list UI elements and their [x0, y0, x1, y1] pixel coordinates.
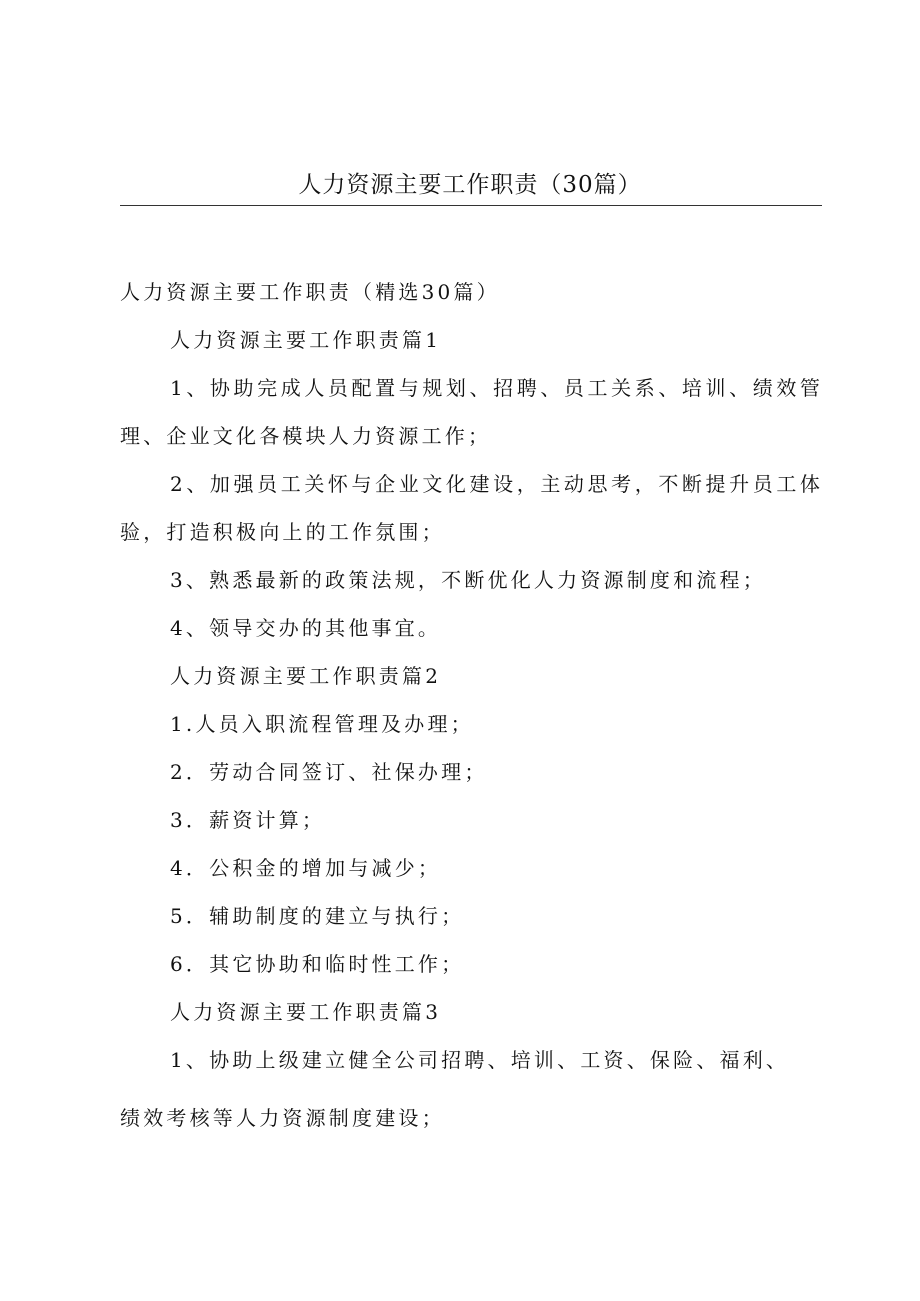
section-heading-3: 人力资源主要工作职责篇3 — [170, 1000, 442, 1024]
paragraph-line: 1、协助上级建立健全公司招聘、培训、工资、保险、福利、 — [170, 1048, 790, 1072]
paragraph-line: 验，打造积极向上的工作氛围； — [120, 520, 445, 544]
paragraph-line: 3、熟悉最新的政策法规，不断优化人力资源制度和流程； — [170, 568, 766, 592]
section-heading-1: 人力资源主要工作职责篇1 — [170, 328, 442, 352]
paragraph-line: 2、加强员工关怀与企业文化建设，主动思考，不断提升员工体 — [170, 472, 824, 496]
title-underline — [120, 205, 822, 206]
list-item: 1.人员入职流程管理及办理； — [170, 712, 474, 736]
paragraph-line: 1、协助完成人员配置与规划、招聘、员工关系、培训、绩效管 — [170, 376, 824, 400]
list-item: 3．薪资计算； — [170, 808, 326, 832]
list-item: 2．劳动合同签订、社保办理； — [170, 760, 488, 784]
section-heading-2: 人力资源主要工作职责篇2 — [170, 664, 442, 688]
document-subtitle: 人力资源主要工作职责（精选30篇） — [120, 280, 500, 304]
list-item: 5．辅助制度的建立与执行； — [170, 904, 465, 928]
paragraph-line: 4、领导交办的其他事宜。 — [170, 616, 442, 640]
paragraph-line: 绩效考核等人力资源制度建设； — [120, 1106, 445, 1130]
paragraph-line: 理、企业文化各模块人力资源工作； — [120, 424, 492, 448]
list-item: 4．公积金的增加与减少； — [170, 856, 442, 880]
list-item: 6．其它协助和临时性工作； — [170, 952, 465, 976]
document-title: 人力资源主要工作职责（30篇） — [298, 172, 642, 198]
